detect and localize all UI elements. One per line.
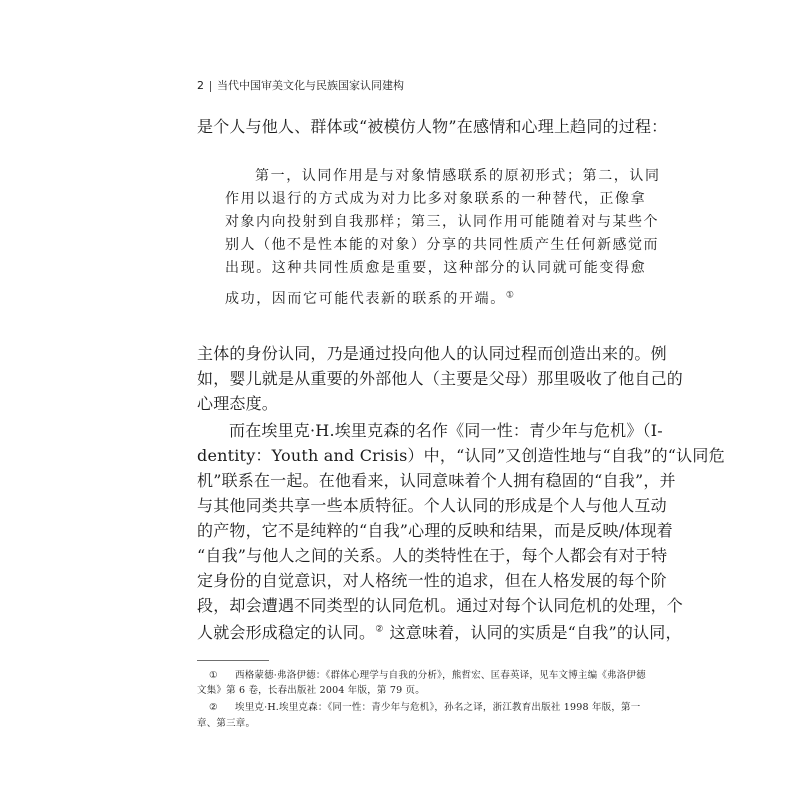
footnote-rule [197, 660, 269, 661]
paragraph-line: 主体的身份认同，乃是通过投向他人的认同过程而创造出来的。例 [197, 344, 667, 363]
footnote-ref[interactable]: ① [505, 290, 516, 301]
paragraph-line [197, 623, 682, 643]
footnote-ref[interactable]: ② [375, 624, 384, 635]
page-number: 2 [197, 79, 204, 92]
paragraph-text: 这意味着，认同的实质是“自我”的认同， [389, 623, 682, 642]
footnote-mark: ② [209, 702, 218, 713]
quote-line: 别人（他不是性本能的对象）分享的共同性质产生任何新感觉而 [225, 237, 659, 253]
footnote-2-line: 章、第三章。 [197, 718, 256, 729]
paragraph-line: 机”联系在一起。在他看来，认同意味着个人拥有稳固的“自我”，并 [197, 471, 676, 490]
quote-line: 出现。这种共同性质愈是重要，这种部分的认同就可能变得愈 [225, 260, 647, 276]
running-head-divider [210, 81, 211, 92]
footnote-2-line [209, 702, 640, 714]
footnote-1-line [209, 670, 646, 682]
running-head [197, 79, 404, 93]
paragraph-line: 段，却会遭遇不同类型的认同危机。通过对每个认同危机的处理，个 [197, 596, 684, 615]
paragraph-line: dentity：Youth and Crisis）中，“认同”又创造性地与“自我”的“认同危 [197, 446, 725, 465]
paragraph-line: 如，婴儿就是从重要的外部他人（主要是父母）那里吸收了他自己的 [197, 369, 684, 388]
footnote-text: 埃里克·H.埃里克森：《同一性：青少年与危机》，孙名之译，浙江教育出版社 1998 年版，第一 [235, 702, 641, 713]
paragraph-line: 的产物，它不是纯粹的“自我”心理的反映和结果，而是反映/体现着 [197, 521, 673, 540]
intro-line: 是个人与他人、群体或“被模仿人物”在感情和心理上趋同的过程： [197, 117, 668, 136]
quote-line: 作用以退行的方式成为对力比多对象联系的一种替代，正像拿 [225, 191, 647, 207]
quote-line: 对象内向投射到自我那样；第三，认同作用可能随着对与某些个 [225, 214, 659, 230]
footnote-text: 西格蒙德·弗洛伊德：《群体心理学与自我的分析》，熊哲宏、匡春英译，见车文博主编《弗洛伊德 [235, 670, 646, 681]
footnote-1-line: 文集》第 6 卷，长春出版社 2004 年版，第 79 页。 [197, 685, 425, 696]
quote-last-text: 成功，因而它可能代表新的联系的开端。 [225, 291, 506, 307]
paragraph-text: 人就会形成稳定的认同。 [197, 623, 376, 642]
paragraph-line: 定身份的自觉意识，对人格统一性的追求，但在人格发展的每个阶 [197, 571, 667, 590]
quote-line: 第一，认同作用是与对象情感联系的原初形式；第二，认同 [255, 168, 661, 184]
book-title: 当代中国审美文化与民族国家认同建构 [217, 79, 404, 92]
paragraph-line: 心理态度。 [197, 394, 279, 413]
paragraph-line: 而在埃里克·H.埃里克森的名作《同一性：青少年与危机》（I- [229, 421, 663, 440]
footnote-mark: ① [209, 670, 218, 681]
quote-line [225, 290, 515, 308]
paragraph-line: 与其他同类共享一些本质特征。个人认同的形成是个人与他人互动 [197, 496, 667, 515]
paragraph-line: “自我”与他人之间的关系。人的类特性在于，每个人都会有对于特 [197, 546, 668, 565]
